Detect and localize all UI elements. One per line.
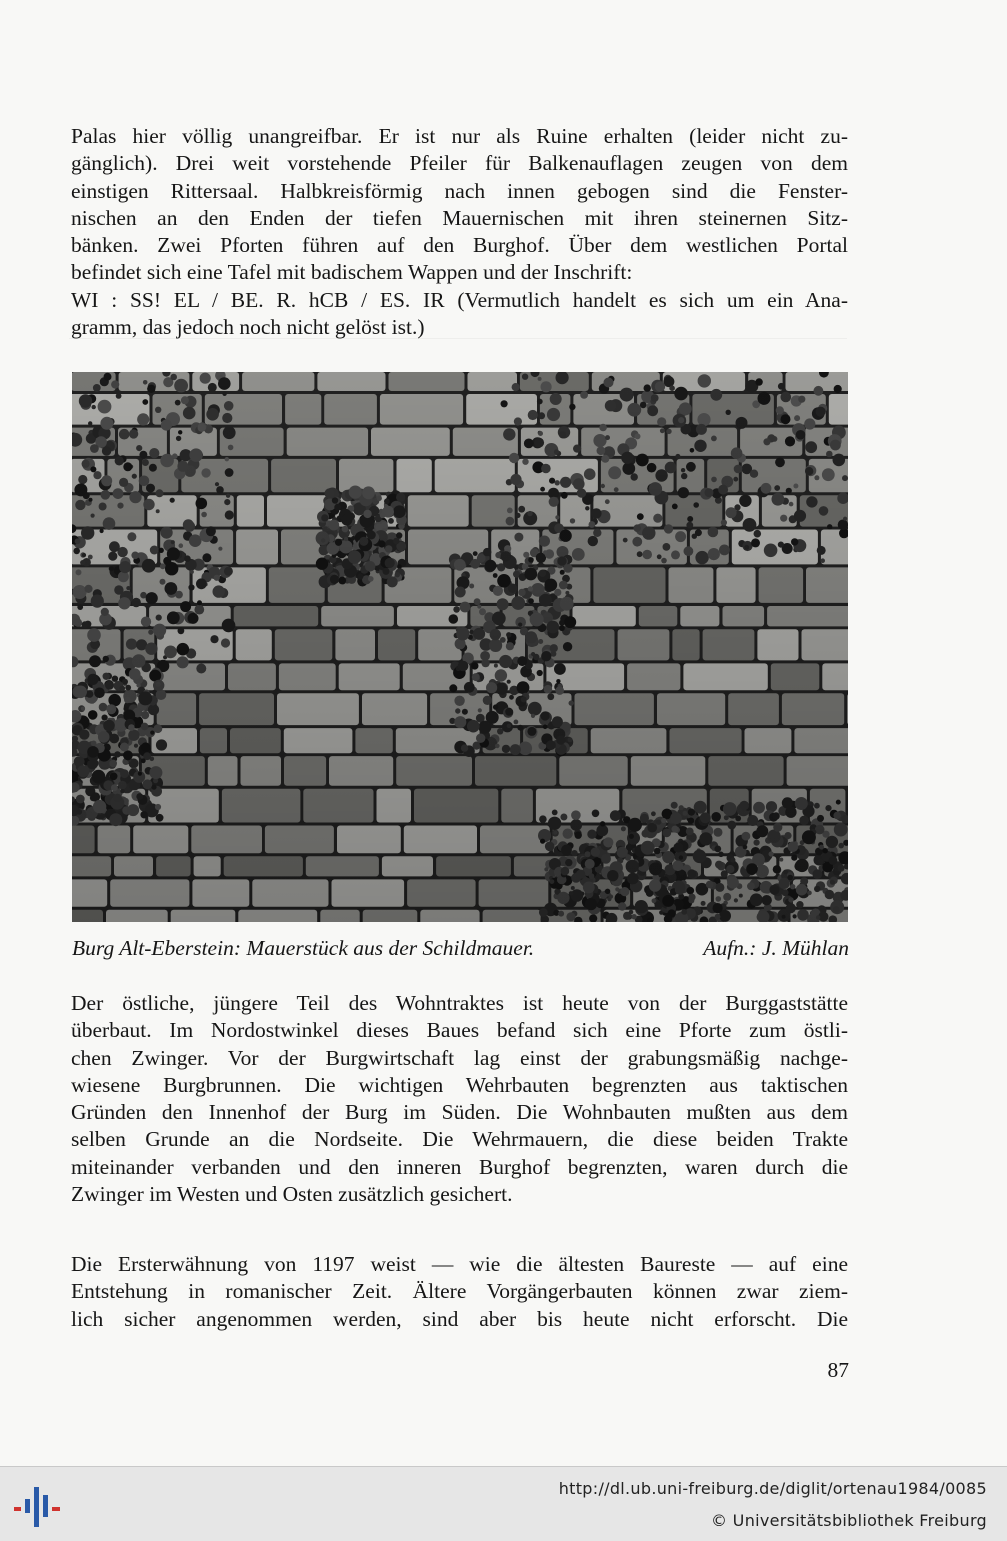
- stone-wall-image: [72, 372, 848, 922]
- text-line: Gründen den Innenhof der Burg im Süden. Die Wohnbauten mußten aus dem: [71, 1100, 848, 1125]
- text-line: befindet sich eine Tafel mit badischem Wappen und der Inschrift:: [71, 260, 633, 285]
- text-line: WI : SS! EL / BE. R. hCB / ES. IR (Vermutlich handelt es sich um ein Ana-: [71, 287, 848, 312]
- text-line: wiesene Burgbrunnen. Die wichtigen Wehrbauten begrenzten aus taktischen: [71, 1072, 848, 1097]
- paragraph-1: [71, 123, 848, 341]
- text-line: Zwinger im Westen und Osten zusätzlich gesichert.: [71, 1182, 513, 1207]
- ub-freiburg-logo-icon[interactable]: [12, 1481, 64, 1529]
- photo-credit: Aufn.: J. Mühlan: [703, 936, 849, 960]
- text-line: gänglich). Drei weit vorstehende Pfeiler für Balkenauflagen zeugen von dem: [71, 151, 848, 176]
- paragraph-2: [71, 990, 848, 1208]
- text-line: bänken. Zwei Pforten führen auf den Burghof. Über dem westlichen Portal: [71, 233, 848, 258]
- text-line: selben Grunde an die Nordseite. Die Wehrmauern, die diese beiden Trakte: [71, 1127, 848, 1152]
- text-line: gramm, das jedoch noch nicht gelöst ist.): [71, 315, 425, 340]
- page-number: 87: [827, 1358, 849, 1382]
- permalink-url[interactable]: http://dl.ub.uni-freiburg.de/diglit/ortenau1984/0085: [558, 1479, 987, 1498]
- text-line: lich sicher angenommen werden, sind aber bis heute nicht erforscht. Die: [71, 1306, 848, 1331]
- caption-text: Burg Alt-Eberstein: Mauerstück aus der Schildmauer.: [72, 936, 535, 960]
- text-line: nischen an den Enden der tiefen Mauernischen mit ihren steinernen Sitz-: [71, 205, 848, 230]
- text-line: chen Zwinger. Vor der Burgwirtschaft lag einst der grabungsmäßig nachge-: [71, 1045, 848, 1070]
- text-line: einstigen Rittersaal. Halbkreisförmig nach innen gebogen sind die Fenster-: [71, 178, 848, 203]
- text-line: Palas hier völlig unangreifbar. Er ist nur als Ruine erhalten (leider nicht zu-: [71, 124, 848, 148]
- copyright-notice: © Universitätsbibliothek Freiburg: [711, 1511, 987, 1530]
- figure-caption: [72, 936, 849, 961]
- viewer-footer: [0, 1466, 1007, 1541]
- paragraph-3: [71, 1251, 848, 1333]
- text-line: Die Ersterwähnung von 1197 weist — wie die ältesten Baureste — auf eine: [71, 1252, 848, 1276]
- show-through-bleed: [69, 338, 847, 367]
- text-line: Der östliche, jüngere Teil des Wohntraktes ist heute von der Burggaststätte: [71, 991, 848, 1015]
- text-line: miteinander verbanden und den inneren Burghof begrenzten, waren durch die: [71, 1154, 848, 1179]
- text-line: Entstehung in romanischer Zeit. Ältere Vorgängerbauten können zwar ziem-: [71, 1279, 848, 1304]
- text-line: überbaut. Im Nordostwinkel dieses Baues befand sich eine Pforte zum östli-: [71, 1018, 848, 1043]
- wall-photograph: [72, 372, 848, 922]
